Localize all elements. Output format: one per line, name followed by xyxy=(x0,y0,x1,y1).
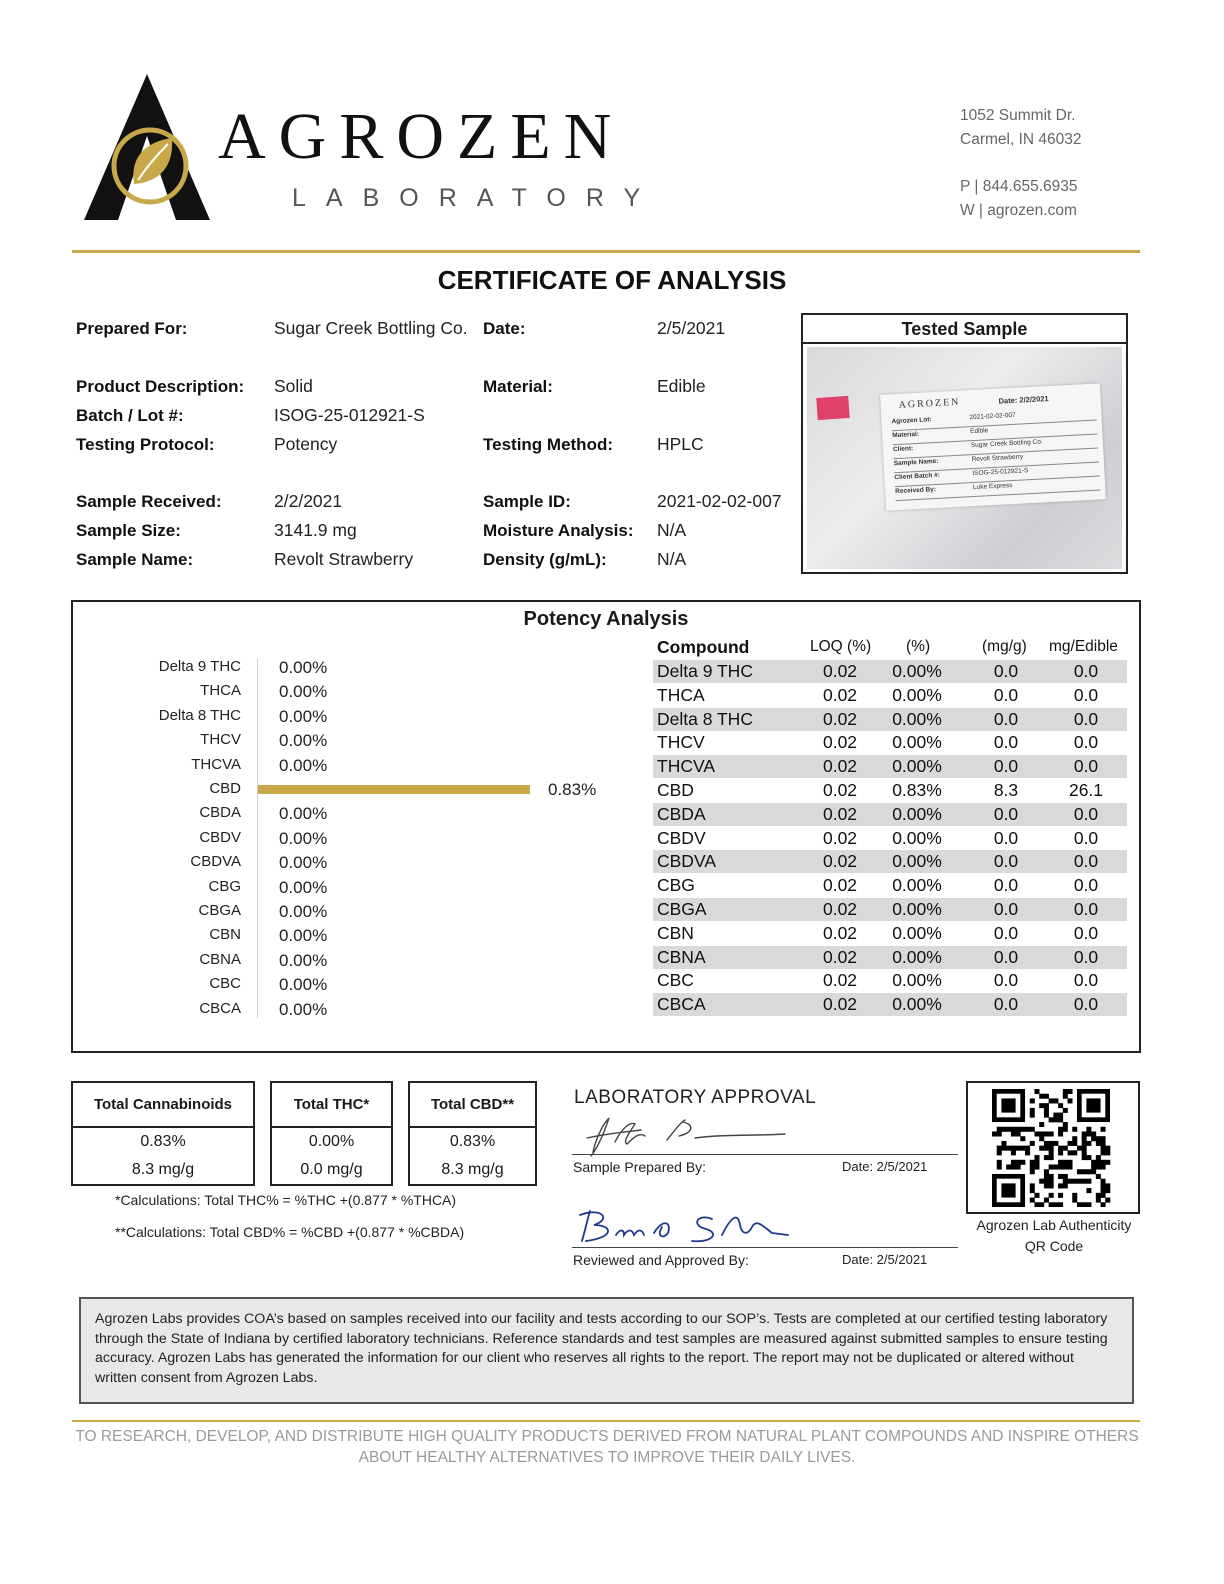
chart-data-label: 0.00% xyxy=(279,731,328,751)
batch-lot-value: ISOG-25-012921-S xyxy=(274,405,425,425)
table-row xyxy=(653,946,1127,969)
table-row xyxy=(653,827,1127,850)
table-row xyxy=(653,708,1127,731)
table-row xyxy=(653,660,1127,683)
address-line-2: Carmel, IN 46032 xyxy=(960,131,1082,148)
prepared-for-label: Prepared For: xyxy=(76,319,188,338)
cell-mg-per-edible: 0.0 xyxy=(1073,756,1099,777)
chart-category-label: CBG xyxy=(208,877,241,895)
cell-loq: 0.02 xyxy=(822,851,858,872)
sample-id-value: 2021-02-02-007 xyxy=(657,491,782,511)
chart-data-label: 0.00% xyxy=(279,804,328,824)
potency-chart-axis xyxy=(257,658,258,1018)
total-cbd-mg: 8.3 mg/g xyxy=(441,1161,504,1178)
cell-percent: 0.00% xyxy=(892,803,942,824)
cell-mg-per-g: 0.0 xyxy=(993,661,1019,681)
footer-mission-line-1: TO RESEARCH, DEVELOP, AND DISTRIBUTE HIGH QUALITY PRODUCTS DERIVED FROM NATURAL PLANT COMPOUNDS AND INSPIRE OTHERS xyxy=(75,1428,1139,1445)
chart-category-label: CBGA xyxy=(198,902,241,919)
qr-caption-line-1: Agrozen Lab Authenticity xyxy=(976,1217,1132,1233)
cell-mg-per-edible: 0.0 xyxy=(1073,875,1099,896)
cell-loq: 0.02 xyxy=(822,922,858,943)
potency-analysis-title: Potency Analysis xyxy=(523,608,689,630)
column-header-mg-per-edible: mg/Edible xyxy=(1049,638,1118,655)
date-value: 2/5/2021 xyxy=(657,318,726,338)
total-cbd-heading: Total CBD** xyxy=(410,1083,535,1128)
cell-mg-per-g: 0.0 xyxy=(993,827,1019,848)
product-description-label: Product Description: xyxy=(76,377,245,396)
prepared-by-line xyxy=(572,1154,958,1155)
total-thc-heading: Total THC* xyxy=(272,1083,391,1128)
chart-bar xyxy=(258,785,530,794)
table-row xyxy=(653,850,1127,873)
testing-method-value: HPLC xyxy=(657,434,704,454)
photo-label-value: ISOG-25-012921-S xyxy=(972,467,1029,478)
cell-mg-per-g: 0.0 xyxy=(993,756,1019,777)
sample-name-label: Sample Name: xyxy=(76,550,194,569)
tested-sample-heading: Tested Sample xyxy=(803,315,1126,344)
product-description-value: Solid xyxy=(274,376,313,396)
footer-divider xyxy=(72,1420,1140,1422)
total-cbd-box xyxy=(408,1081,537,1186)
table-row xyxy=(653,969,1127,992)
chart-category-label: CBDA xyxy=(199,804,241,822)
testing-protocol-value: Potency xyxy=(274,434,338,454)
chart-category-label: CBD xyxy=(209,780,241,797)
photo-label-value: Sugar Creek Bottling Co. xyxy=(970,438,1043,450)
photo-label-key: Material: xyxy=(892,430,920,440)
table-row xyxy=(653,874,1127,897)
cell-mg-per-g: 0.0 xyxy=(993,946,1019,967)
table-row xyxy=(653,922,1127,945)
chart-category-label: THCVA xyxy=(191,755,241,773)
cell-mg-per-g: 0.0 xyxy=(993,922,1019,943)
chart-category-label: Delta 8 THC xyxy=(158,706,241,724)
cell-mg-per-edible: 0.0 xyxy=(1073,827,1099,848)
testing-protocol-label: Testing Protocol: xyxy=(76,435,215,454)
cell-mg-per-edible: 0.0 xyxy=(1073,946,1099,967)
sample-bag-tab xyxy=(816,396,849,420)
photo-label-key: Agrozen Lot: xyxy=(891,416,932,426)
cell-loq: 0.02 xyxy=(822,780,858,800)
cell-compound: THCVA xyxy=(657,756,716,777)
material-label: Material: xyxy=(483,377,553,396)
cell-mg-per-g: 0.0 xyxy=(993,708,1019,729)
chart-category-label: Delta 9 THC xyxy=(158,658,241,675)
cell-loq: 0.02 xyxy=(822,661,858,681)
sample-received-value: 2/2/2021 xyxy=(274,491,343,511)
footer-mission-line-2: ABOUT HEALTHY ALTERNATIVES TO IMPROVE THEIR DAILY LIVES. xyxy=(358,1449,856,1466)
moisture-analysis-value: N/A xyxy=(657,520,687,540)
total-cannabinoids-box xyxy=(71,1081,255,1186)
photo-label-value: Luke Express xyxy=(972,482,1013,492)
prepared-by-label: Sample Prepared By: xyxy=(573,1159,707,1175)
cell-percent: 0.00% xyxy=(892,946,942,967)
sample-size-value: 3141.9 mg xyxy=(274,520,357,540)
table-row xyxy=(653,731,1127,754)
disclaimer-box xyxy=(79,1297,1134,1404)
cell-compound: Delta 9 THC xyxy=(657,661,753,681)
density-label: Density (g/mL): xyxy=(483,550,607,569)
cell-compound: CBDA xyxy=(657,803,706,824)
cell-percent: 0.00% xyxy=(892,851,942,872)
total-thc-mg: 0.0 mg/g xyxy=(300,1161,363,1178)
total-cannabinoids-percent: 0.83% xyxy=(140,1133,186,1150)
cell-compound: CBCA xyxy=(657,994,706,1015)
cell-percent: 0.00% xyxy=(892,756,942,777)
cell-mg-per-edible: 0.0 xyxy=(1073,922,1099,943)
sample-size-label: Sample Size: xyxy=(76,521,181,540)
cell-loq: 0.02 xyxy=(822,684,858,705)
cell-mg-per-edible: 0.0 xyxy=(1073,851,1099,872)
chart-category-label: THCV xyxy=(200,731,241,749)
cell-compound: CBD xyxy=(657,780,694,800)
photo-label-value: Revolt Strawberry xyxy=(971,453,1024,464)
chart-category-label: CBCA xyxy=(199,999,241,1017)
cell-percent: 0.00% xyxy=(892,684,942,705)
column-header-loq: LOQ (%) xyxy=(810,638,872,655)
total-cannabinoids-heading: Total Cannabinoids xyxy=(73,1083,253,1128)
chart-category-label: CBNA xyxy=(199,950,241,968)
cell-loq: 0.02 xyxy=(822,803,858,824)
cell-percent: 0.00% xyxy=(892,994,942,1015)
cell-loq: 0.02 xyxy=(822,994,858,1015)
cell-mg-per-g: 0.0 xyxy=(993,875,1019,896)
column-header-compound: Compound xyxy=(657,637,750,657)
cell-loq: 0.02 xyxy=(822,946,858,967)
chart-category-label: CBDVA xyxy=(190,853,241,871)
phone-number: P | 844.655.6935 xyxy=(960,178,1078,195)
cell-compound: Delta 8 THC xyxy=(657,708,753,729)
reviewed-by-label: Reviewed and Approved By: xyxy=(573,1252,749,1268)
qr-code-frame xyxy=(966,1081,1140,1214)
table-row xyxy=(653,779,1127,802)
cell-compound: CBNA xyxy=(657,946,706,967)
cbd-calculation-note: **Calculations: Total CBD% = %CBD +(0.877 * %CBDA) xyxy=(115,1224,465,1240)
cell-mg-per-g: 0.0 xyxy=(993,732,1019,753)
chart-data-label: 0.83% xyxy=(548,780,597,799)
chart-data-label: 0.00% xyxy=(279,658,328,677)
photo-label-brand: AGROZEN xyxy=(898,396,961,411)
cell-mg-per-edible: 0.0 xyxy=(1073,994,1099,1015)
table-row xyxy=(653,898,1127,921)
chart-data-label: 0.00% xyxy=(279,853,328,873)
sample-photo xyxy=(807,347,1122,569)
date-label: Date: xyxy=(483,319,526,338)
sample-received-label: Sample Received: xyxy=(76,492,222,511)
cell-mg-per-g: 0.0 xyxy=(993,899,1019,919)
table-row xyxy=(653,803,1127,826)
photo-label-key: Client Batch #: xyxy=(894,471,941,482)
cell-loq: 0.02 xyxy=(822,732,858,753)
column-header-mg-per-g: (mg/g) xyxy=(982,638,1027,655)
website: W | agrozen.com xyxy=(960,202,1077,219)
cell-mg-per-g: 0.0 xyxy=(993,994,1019,1015)
chart-data-label: 0.00% xyxy=(279,828,328,848)
tested-sample-panel xyxy=(801,313,1128,574)
cell-mg-per-edible: 0.0 xyxy=(1073,661,1099,681)
batch-lot-label: Batch / Lot #: xyxy=(76,406,184,425)
cell-compound: CBG xyxy=(657,875,695,896)
total-cannabinoids-mg: 8.3 mg/g xyxy=(131,1161,195,1178)
cell-compound: CBN xyxy=(657,922,694,943)
cell-mg-per-g: 0.0 xyxy=(993,851,1019,872)
cell-mg-per-g: 0.0 xyxy=(993,803,1019,824)
total-thc-box xyxy=(270,1081,393,1186)
chart-category-label: CBC xyxy=(209,975,241,993)
cell-compound: CBDVA xyxy=(657,851,716,872)
header-divider xyxy=(72,250,1140,253)
sample-name-value: Revolt Strawberry xyxy=(274,549,414,569)
thc-calculation-note: *Calculations: Total THC% = %THC +(0.877 * %THCA) xyxy=(115,1192,457,1208)
photo-label-value: 2021-02-02-007 xyxy=(969,411,1016,422)
preparer-signature xyxy=(575,1112,790,1158)
cell-mg-per-edible: 0.0 xyxy=(1073,970,1099,991)
cell-loq: 0.02 xyxy=(822,970,858,991)
chart-data-label: 0.00% xyxy=(279,755,328,775)
cell-compound: CBDV xyxy=(657,827,706,848)
cell-percent: 0.00% xyxy=(892,875,942,896)
cell-compound: CBC xyxy=(657,970,694,991)
qr-code[interactable] xyxy=(992,1089,1114,1207)
cell-mg-per-edible: 0.0 xyxy=(1073,732,1099,753)
chart-category-label: CBDV xyxy=(199,828,241,846)
reviewed-date: Date: 2/5/2021 xyxy=(842,1252,928,1267)
prepared-date: Date: 2/5/2021 xyxy=(842,1159,928,1174)
chart-data-label: 0.00% xyxy=(279,975,328,995)
agrozen-logo xyxy=(82,72,212,224)
chart-data-label: 0.00% xyxy=(279,902,328,921)
cell-mg-per-edible: 26.1 xyxy=(1068,780,1104,800)
testing-method-label: Testing Method: xyxy=(483,435,613,454)
cell-loq: 0.02 xyxy=(822,875,858,896)
chart-data-label: 0.00% xyxy=(279,682,328,702)
cell-mg-per-g: 0.0 xyxy=(993,970,1019,991)
cell-loq: 0.02 xyxy=(822,708,858,729)
moisture-analysis-label: Moisture Analysis: xyxy=(483,521,634,540)
address-line-1: 1052 Summit Dr. xyxy=(960,107,1076,124)
table-row xyxy=(653,684,1127,707)
cell-percent: 0.00% xyxy=(892,827,942,848)
photo-label-value: Edible xyxy=(969,427,989,436)
cell-compound: THCA xyxy=(657,684,705,705)
reviewed-by-line xyxy=(572,1247,958,1248)
total-thc-percent: 0.00% xyxy=(308,1133,355,1150)
column-header-percent: (%) xyxy=(906,638,931,655)
cell-mg-per-edible: 0.0 xyxy=(1073,708,1099,729)
cell-percent: 0.00% xyxy=(892,661,942,681)
reviewer-signature xyxy=(572,1205,792,1247)
density-value: N/A xyxy=(657,549,687,569)
photo-label-key: Received By: xyxy=(895,486,937,496)
cell-percent: 0.83% xyxy=(892,780,942,800)
qr-caption-line-2: QR Code xyxy=(1024,1238,1084,1254)
chart-data-label: 0.00% xyxy=(279,706,328,726)
cell-mg-per-g: 0.0 xyxy=(993,684,1019,705)
photo-label-key: Sample Name: xyxy=(893,457,939,468)
contact-block xyxy=(960,104,1081,223)
brand-name: AGROZEN xyxy=(218,100,625,173)
material-value: Edible xyxy=(657,376,706,396)
cell-compound: CBGA xyxy=(657,899,707,919)
prepared-for-value: Sugar Creek Bottling Co. xyxy=(274,318,468,338)
total-cbd-percent: 0.83% xyxy=(449,1133,496,1150)
sample-photo-label xyxy=(880,383,1106,510)
photo-label-key: Client: xyxy=(892,445,914,454)
table-row xyxy=(653,755,1127,778)
cell-mg-per-edible: 0.0 xyxy=(1073,899,1099,919)
cell-loq: 0.02 xyxy=(822,899,858,919)
cell-mg-per-g: 8.3 xyxy=(993,780,1019,800)
chart-category-label: THCA xyxy=(200,682,241,700)
cell-percent: 0.00% xyxy=(892,922,942,943)
cell-percent: 0.00% xyxy=(892,970,942,991)
cell-percent: 0.00% xyxy=(892,899,942,919)
chart-data-label: 0.00% xyxy=(279,950,328,970)
chart-category-label: CBN xyxy=(209,926,241,944)
cell-percent: 0.00% xyxy=(892,708,942,729)
laboratory-approval-title: LABORATORY APPROVAL xyxy=(574,1087,817,1108)
table-row xyxy=(653,993,1127,1016)
cell-percent: 0.00% xyxy=(892,732,942,753)
disclaimer-text: Agrozen Labs provides COA’s based on samples received into our facility and tests according to our SOP’s. Tests are completed at our certified testing laboratory through the State of Indiana by certified laboratory technicians. Reference standards and test samples are measured against submitted samples to ensure testing accuracy. Agrozen Labs has generated the information for our client who reserves all rights to the report. The report may not be duplicated or altered without written consent from Agrozen Labs. xyxy=(95,1311,1108,1386)
cell-mg-per-edible: 0.0 xyxy=(1073,803,1099,824)
cell-compound: THCV xyxy=(657,732,705,753)
sample-id-label: Sample ID: xyxy=(483,492,571,511)
chart-data-label: 0.00% xyxy=(279,999,328,1019)
photo-label-date: Date: 2/2/2021 xyxy=(998,394,1049,406)
document-title: CERTIFICATE OF ANALYSIS xyxy=(437,265,787,295)
brand-subtitle: LABORATORY xyxy=(292,184,661,212)
chart-data-label: 0.00% xyxy=(279,877,328,897)
cell-mg-per-edible: 0.0 xyxy=(1073,684,1099,705)
cell-loq: 0.02 xyxy=(822,756,858,777)
cell-loq: 0.02 xyxy=(822,827,858,848)
chart-data-label: 0.00% xyxy=(279,926,328,946)
